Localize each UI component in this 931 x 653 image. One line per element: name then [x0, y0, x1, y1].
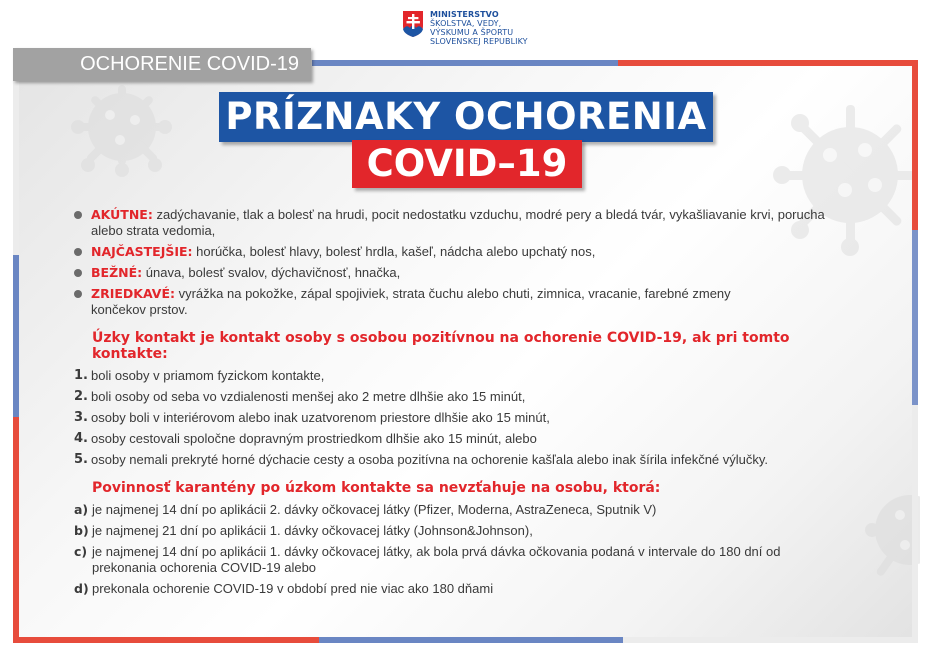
category-tag: OCHORENIE COVID-19 — [13, 48, 311, 81]
exemption-item — [74, 502, 854, 518]
symptom-item — [74, 207, 854, 239]
contact-item — [74, 368, 854, 384]
slovak-coat-of-arms-icon — [402, 10, 424, 38]
virus-decoration-icon — [60, 85, 190, 205]
frame-left-red — [13, 417, 19, 642]
frame-left-blue — [13, 255, 19, 417]
exemption-item — [74, 523, 854, 539]
item-text: osoby nemali prekryté horné dýchacie cesty a osoba pozitívna na ochorenie kašľala alebo inak šírila infekčné výlučky. — [91, 452, 769, 467]
item-text: je najmenej 14 dní po aplikácii 1. dávky očkovacej látky, ak bola prvá dávka očkovania podaná v intervale do 180 dní od prekonania ochorenia COVID-19 alebo — [92, 544, 781, 575]
symptom-label: NAJČASTEJŠIE: — [91, 244, 193, 259]
item-text: osoby boli v interiérovom alebo inak uzatvorenom priestore dlhšie ako 15 minút, — [91, 410, 550, 425]
item-text: osoby cestovali spoločne dopravným prostriedkom dlhšie ako 15 minút, alebo — [91, 431, 537, 446]
item-number: 2. — [74, 389, 88, 404]
symptom-label: AKÚTNE: — [91, 207, 153, 222]
bullet-icon — [74, 244, 91, 260]
poster-content — [74, 207, 854, 602]
contact-item — [74, 410, 854, 426]
symptom-item — [74, 286, 854, 318]
symptom-text: vyrážka na pokožke, zápal spojiviek, strata čuchu alebo chuti, zimnica, vracanie, farebné zmeny končekov prstov. — [91, 286, 731, 317]
bullet-icon — [74, 265, 91, 281]
symptoms-list — [74, 207, 854, 318]
virus-decoration-icon — [860, 470, 920, 600]
symptom-label: ZRIEDKAVÉ: — [91, 286, 175, 301]
item-letter: c) — [74, 544, 88, 559]
frame-top-blue — [312, 60, 618, 66]
item-text: prekonala ochorenie COVID-19 v období pred nie viac ako 180 dňami — [92, 581, 494, 596]
frame-bottom-gray — [623, 637, 918, 643]
item-text: je najmenej 14 dní po aplikácii 2. dávky očkovacej látky (Pfizer, Moderna, AstraZeneca, Sputnik V) — [92, 502, 657, 517]
logo-line-3: VÝSKUMU A ŠPORTU — [430, 28, 514, 37]
exemption-item — [74, 581, 854, 597]
title-line-2: COVID–19 — [352, 140, 582, 188]
symptom-text: únava, bolesť svalov, dýchavičnosť, hnačka, — [142, 265, 401, 280]
symptom-label: BEŽNÉ: — [91, 265, 143, 280]
frame-right-blue — [912, 230, 918, 405]
frame-top-red — [618, 60, 918, 66]
frame-left-gray — [13, 80, 19, 255]
frame-right-gray — [912, 405, 918, 642]
item-text: je najmenej 21 dní po aplikácii 1. dávky očkovacej látky (Johnson&Johnson), — [92, 523, 533, 538]
item-number: 4. — [74, 431, 88, 446]
close-contact-list — [74, 368, 854, 468]
contact-item — [74, 431, 854, 447]
symptom-text: horúčka, bolesť hlavy, bolesť hrdla, kašeľ, nádcha alebo upchatý nos, — [192, 244, 596, 259]
logo-line-4: SLOVENSKEJ REPUBLIKY — [430, 37, 528, 46]
symptom-item — [74, 244, 854, 260]
ministry-logo — [402, 10, 528, 46]
item-number: 1. — [74, 368, 88, 383]
contact-item — [74, 452, 854, 468]
symptom-text: zadýchavanie, tlak a bolesť na hrudi, pocit nedostatku vzduchu, modré pery a bledá tvár, vykašliavanie krvi, porucha alebo strata vedomia, — [91, 207, 825, 238]
item-letter: a) — [74, 502, 89, 517]
item-number: 5. — [74, 452, 88, 467]
frame-bottom-blue — [319, 637, 623, 643]
item-text: boli osoby v priamom fyzickom kontakte, — [91, 368, 325, 383]
item-number: 3. — [74, 410, 88, 425]
quarantine-heading: Povinnosť karantény po úzkom kontakte sa nevzťahuje na osobu, ktorá: — [92, 480, 661, 496]
item-letter: d) — [74, 581, 89, 596]
logo-line-1: MINISTERSTVO — [430, 10, 499, 19]
item-text: boli osoby od seba vo vzdialenosti menšej ako 2 metre dlhšie ako 15 minút, — [91, 389, 526, 404]
frame-right-red — [912, 60, 918, 230]
bullet-icon — [74, 207, 91, 239]
bullet-icon — [74, 286, 91, 318]
frame-bottom-red — [13, 637, 319, 643]
title-line-1: PRÍZNAKY OCHORENIA — [219, 92, 713, 142]
item-letter: b) — [74, 523, 89, 538]
close-contact-heading: Úzky kontakt je kontakt osoby s osobou pozitívnou na ochorenie COVID-19, ak pri tomto kontakte: — [92, 330, 790, 362]
contact-item — [74, 389, 854, 405]
exemption-item — [74, 544, 854, 576]
quarantine-exemptions-list — [74, 502, 854, 597]
logo-line-2: ŠKOLSTVA, VEDY, — [430, 19, 502, 28]
symptom-item — [74, 265, 854, 281]
